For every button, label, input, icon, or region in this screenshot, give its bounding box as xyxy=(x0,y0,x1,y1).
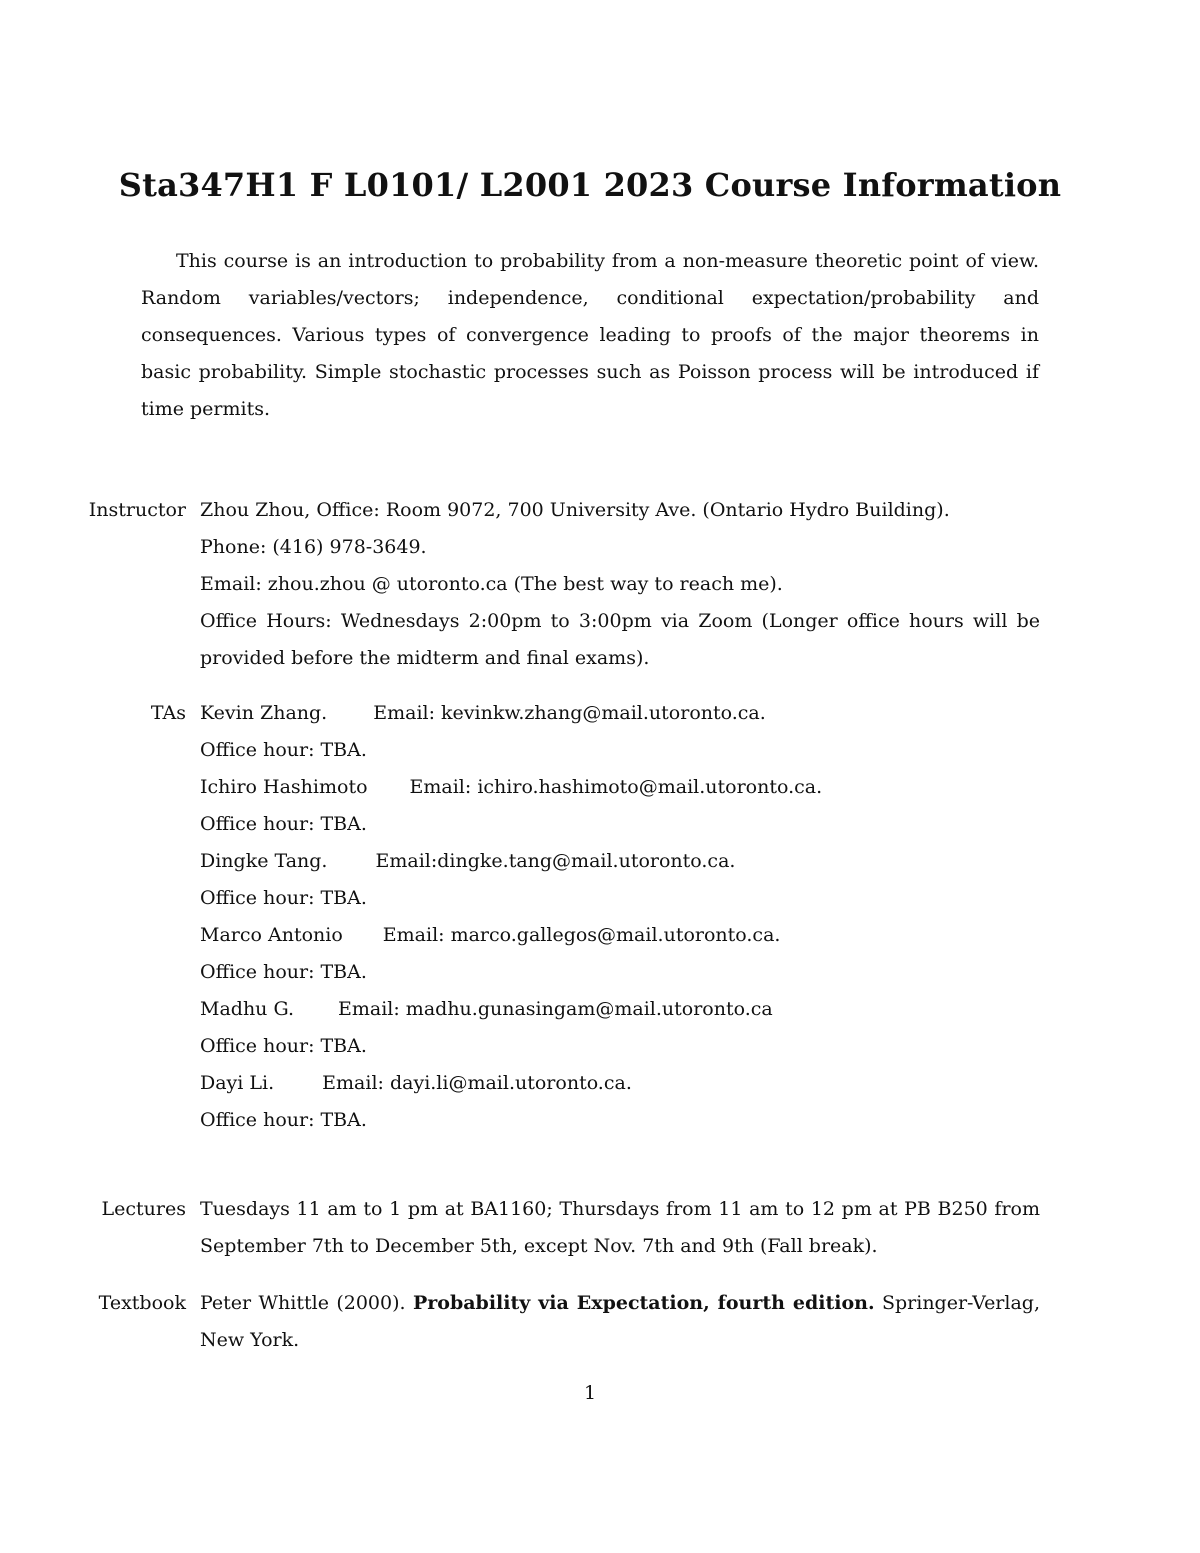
ta-name: Marco Antonio xyxy=(200,924,343,946)
ta-office-hour: Office hour: TBA. xyxy=(200,961,367,983)
ta-row xyxy=(200,769,1040,806)
ta-name: Dayi Li. xyxy=(200,1072,275,1094)
textbook-publisher: Springer-Verlag, New York. xyxy=(200,1292,1040,1351)
ta-office-hour: Office hour: TBA. xyxy=(200,1109,367,1131)
ta-name: Dingke Tang. xyxy=(200,850,328,872)
ta-name: Kevin Zhang. xyxy=(200,702,328,724)
ta-email: Email: marco.gallegos@mail.utoronto.ca. xyxy=(382,924,781,946)
ta-email: Email: dayi.li@mail.utoronto.ca. xyxy=(322,1072,632,1094)
instructor-email: Email: zhou.zhou @ utoronto.ca (The best way to reach me). xyxy=(200,573,783,595)
ta-office-hour: Office hour: TBA. xyxy=(200,1035,367,1057)
tas-label: TAs xyxy=(150,702,186,724)
course-description-text: This course is an introduction to probability from a non-measure theoretic point of view. Random variables/vectors; independence, conditional expectation/probability and consequences. Various types of convergence leading to proofs of the major theorems in basic probability. Simple stochastic processes such as Poisson process will be introduced if time permits. xyxy=(141,250,1039,420)
lectures-label: Lectures xyxy=(101,1198,186,1220)
textbook-author: Peter Whittle (2000). xyxy=(200,1292,406,1314)
ta-row xyxy=(200,695,1040,732)
ta-row xyxy=(200,843,1040,880)
ta-email: Email: madhu.gunasingam@mail.utoronto.ca xyxy=(338,998,773,1020)
textbook-title: Probability via Expectation, fourth edition. xyxy=(412,1292,875,1314)
ta-office-hour: Office hour: TBA. xyxy=(200,813,367,835)
ta-email: Email: kevinkw.zhang@mail.utoronto.ca. xyxy=(373,702,766,724)
instructor-label: Instructor xyxy=(88,499,186,521)
ta-row xyxy=(200,917,1040,954)
page-number: 1 xyxy=(583,1382,597,1404)
ta-name: Madhu G. xyxy=(200,998,294,1020)
document-title: Sta347H1 F L0101/ L2001 2023 Course Information xyxy=(118,166,1062,204)
course-description xyxy=(141,243,1039,428)
textbook-citation xyxy=(200,1285,1040,1359)
ta-office-hour: Office hour: TBA. xyxy=(200,887,367,909)
ta-email: Email:dingke.tang@mail.utoronto.ca. xyxy=(375,850,736,872)
instructor-phone: Phone: (416) 978-3649. xyxy=(200,536,427,558)
ta-office-hour: Office hour: TBA. xyxy=(200,739,367,761)
textbook-label: Textbook xyxy=(98,1292,186,1314)
lectures-text: Tuesdays 11 am to 1 pm at BA1160; Thursdays from 11 am to 12 pm at PB B250 from September 7th to December 5th, except Nov. 7th and 9th (Fall break). xyxy=(200,1198,1040,1257)
ta-email: Email: ichiro.hashimoto@mail.utoronto.ca. xyxy=(409,776,823,798)
instructor-office: Zhou Zhou, Office: Room 9072, 700 University Ave. (Ontario Hydro Building). xyxy=(200,499,950,521)
ta-name: Ichiro Hashimoto xyxy=(200,776,368,798)
ta-row xyxy=(200,991,1040,1028)
ta-row xyxy=(200,1065,1040,1102)
instructor-office-hours: Office Hours: Wednesdays 2:00pm to 3:00pm via Zoom (Longer office hours will be provided before the midterm and final exams). xyxy=(200,610,1040,669)
